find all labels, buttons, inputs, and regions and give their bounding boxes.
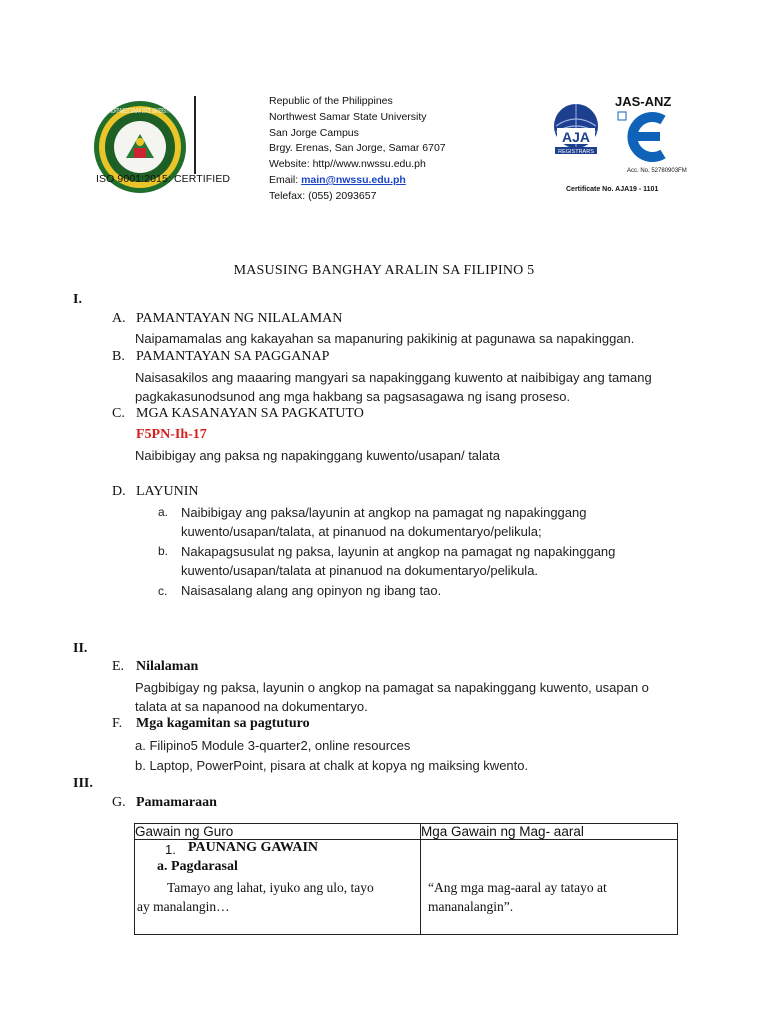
paragraph-line: pagkakasunodsunod ang mga hakbang sa pagsasagawa ng isang proseso. (135, 389, 571, 404)
accreditation-number: Acc. No. 52780903FM (627, 168, 687, 174)
paragraph-line: Naisasakilos ang maaaring mangyari sa napakinggang kuwento at naibibigay ang tamang (135, 370, 652, 385)
step-title: PAUNANG GAWAIN (188, 840, 319, 855)
list-marker: b. (158, 544, 169, 558)
heading-text: LAYUNIN (136, 484, 199, 499)
list-item-line: Naisasalang alang ang opinyon ng ibang tao. (181, 583, 442, 598)
teacher-instruction-line: Tamayo ang lahat, iyuko ang ulo, tayo (167, 880, 374, 895)
list-item-line: kuwento/usapan/talata, at pinanuod na dokumentaryo/pelikula; (181, 524, 542, 539)
paragraph: Naipamamalas ang kakayahan sa mapanuring pakikinig at pagunawa sa napakinggan. (135, 331, 635, 346)
heading-pamantayan-pagganap (112, 349, 329, 365)
student-activity-cell (421, 840, 678, 935)
list-marker: c. (158, 584, 168, 598)
heading-text: PAMANTAYAN NG NILALAMAN (136, 311, 343, 326)
aja-text: AJA (561, 129, 591, 145)
heading-letter: A. (112, 311, 126, 326)
heading-letter: G. (112, 795, 126, 810)
paragraph-line: talata at sa napanood na dokumentaryo. (135, 699, 368, 714)
list-marker: a. (158, 505, 169, 519)
student-response-line: “Ang mga mag-aaral ay tatayo at (428, 880, 607, 895)
section-number: III. (73, 776, 93, 791)
heading-layunin (112, 484, 198, 500)
student-response-line: mananalangin”. (428, 899, 514, 914)
website-line: Website: http//www.nwssu.edu.ph (269, 158, 426, 171)
table-row (135, 840, 678, 935)
jas-anz-text: JAS-ANZ (615, 94, 672, 109)
heading-letter: B. (112, 349, 125, 364)
teacher-activity-cell (135, 840, 421, 935)
heading-text: Pamamaraan (136, 795, 217, 810)
heading-letter: F. (112, 716, 123, 731)
heading-letter: D. (112, 484, 126, 499)
section-number: I. (73, 292, 82, 307)
heading-letter: C. (112, 406, 125, 421)
heading-text: Nilalaman (136, 659, 199, 674)
iso-certification: ISO 9001:2015: CERTIFIED (96, 173, 231, 185)
list-item-line: Naibibigay ang paksa/layunin at angkop na pamagat ng napakinggang (181, 505, 587, 520)
paragraph-line: b. Laptop, PowerPoint, pisara at chalk at kopya ng maiksing kwento. (135, 758, 529, 773)
table-header-row (135, 824, 678, 840)
address-line: Republic of the Philippines (269, 95, 393, 107)
header-divider (194, 96, 196, 174)
telefax-line: Telefax: (055) 2093657 (269, 189, 377, 202)
section-number: II. (73, 641, 88, 656)
university-address-block (269, 94, 446, 205)
table-header-cell: Gawain ng Guro (135, 824, 421, 840)
email-label: Email: (269, 173, 302, 186)
list-item-line: Nakapagsusulat ng paksa, layunin at angkop na pamagat ng napakinggang (181, 544, 616, 559)
paragraph: Naibibigay ang paksa ng napakinggang kuwento/usapan/ talata (135, 448, 500, 463)
step-number: 1. (165, 842, 176, 857)
heading-pamantayan-nilalaman (112, 311, 342, 327)
sub-step-title: a. Pagdarasal (157, 859, 238, 874)
certificate-number: Certificate No. AJA19 - 1101 (566, 186, 659, 193)
heading-pamamaraan (112, 795, 217, 811)
seal-text: NORTHWEST SAMAR STATE UNIVERSITY (110, 108, 171, 115)
address-line: Northwest Samar State University (269, 110, 427, 123)
document-title: MASUSING BANGHAY ARALIN SA FILIPINO 5 (233, 263, 535, 278)
address-line: San Jorge Campus (269, 126, 359, 139)
heading-text: Mga kagamitan sa pagtuturo (136, 716, 310, 731)
heading-text: PAMANTAYAN SA PAGGANAP (136, 349, 330, 364)
competency-code: F5PN-Ih-17 (136, 427, 207, 442)
table-header-cell: Mga Gawain ng Mag- aaral (421, 824, 678, 840)
heading-kagamitan (112, 716, 310, 732)
heading-kasanayan (112, 406, 364, 422)
paragraph-line: Pagbibigay ng paksa, layunin o angkop na pamagat sa napakinggang kuwento, usapan o (135, 680, 649, 695)
email-line (269, 173, 446, 189)
registrars-text: REGISTRARS (558, 149, 594, 155)
email-link[interactable]: main@nwssu.edu.ph (301, 173, 406, 186)
certification-logo (552, 92, 687, 192)
heading-letter: E. (112, 659, 125, 674)
heading-text: MGA KASANAYAN SA PAGKATUTO (136, 406, 364, 421)
address-line: Brgy. Erenas, San Jorge, Samar 6707 (269, 142, 446, 155)
lesson-plan-table (134, 823, 678, 935)
heading-nilalaman (112, 659, 198, 675)
paragraph-line: a. Filipino5 Module 3-quarter2, online resources (135, 738, 411, 753)
list-item-line: kuwento/usapan/talata at pinanuod na dokumentaryo/pelikula. (181, 563, 539, 578)
teacher-instruction-line: ay manalangin… (137, 899, 230, 914)
